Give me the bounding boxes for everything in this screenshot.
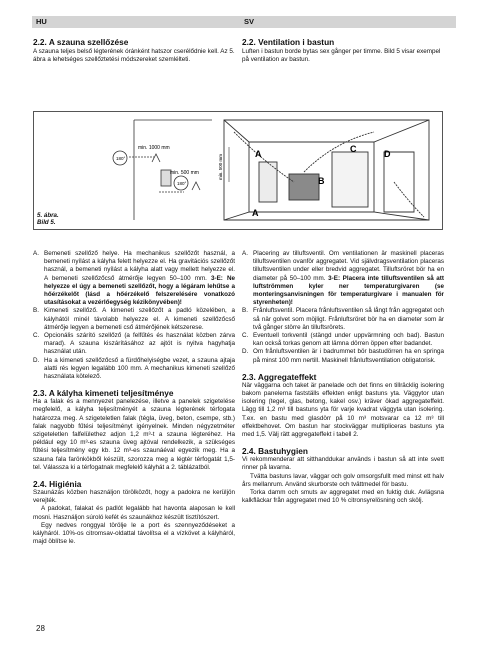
room-ceiling	[224, 120, 429, 142]
bench-upper	[332, 152, 368, 207]
hu-heater-output-text: Ha a falak és a mennyezet panelezése, illetve a panelek szigetelése megfelelő, a kályha teljesítményét a szauna légterének térfogata határozza meg. A szigeteletlen falak (tégla, üveg, beton, csempe, stb.) falak nagyobb fűtési teljesítményt igényelnek. Minden négyzetméter szigeteletlen falfelülethez adjon 1,2 m³-t a szauna légteréhez. Ha például egy 10 m³-es szauna üveg ajtóval rendelkezik, a szükséges fűtési teljesítmény egy kb. 12 m³-es szaunáéval egyezik meg. Ha a szauna fala farönkökből készült, szorozza meg a légtér térfogatát 1,5-tel. Válassza ki a térfogatnak megfelelő kályhát a 2. táblázatból.	[33, 398, 235, 471]
hu-vent-list	[33, 250, 235, 381]
room-outline	[224, 120, 429, 220]
label-c: C	[350, 144, 357, 154]
sv-hygiene-p3: Torka damm och smuts av aggregatet med en fuktig duk. Avlägsna kalkfläckar från aggregatet med 10 % citronsyrelösning och skölj.	[242, 489, 444, 505]
room-left-corner	[224, 142, 249, 220]
room-right-corner	[374, 142, 429, 220]
sv-hygiene-title: 2.4. Bastuhygien	[242, 446, 308, 457]
min-1000-label: min. 1000 mm	[138, 145, 170, 151]
list-item: D. Ha a kimeneti szellőzőcső a fürdőhelyiségbe vezet, a szauna ajtaja alatti rés legyen legalább 100 mm. A mechanikus kimeneti szellőző használata kötelező.	[33, 356, 235, 381]
list-item: C. Opcionális szárító szellőző (a felfűtés és használat közben zárva marad). A szauna kiszárításához az ajtót is nyitva hagyhatja használat után.	[33, 332, 235, 356]
label-d: D	[384, 149, 391, 159]
ventilation-diagram	[34, 112, 442, 229]
bench	[259, 162, 277, 202]
hu-column	[33, 250, 235, 547]
sv-intro-text: Luften i bastun borde bytas sex gånger per timme. Bild 5 visar exempel på ventilation av bastun.	[242, 48, 441, 64]
sv-section-title: 2.2. Ventilation i bastun	[242, 37, 335, 47]
sv-heater-output-title: 2.3. Aggregateffekt	[242, 371, 317, 382]
list-item: A. Bemeneti szellőző helye. Ha mechanikus szellőzőt használ, a bemeneti nyílást a kályha felett helyezze el. Ha gravitációs szellőzőt használ, a bemeneti nyílást a kályha alatt vagy mellett helyezze el. A bemeneti szellőzőcső átmérője legyen 50–100 mm. 3-E: Ne helyezze el úgy a bemeneti szellőzőt, hogy a légáram lehűtse a hőérzékelőt (lásd a hőérzékelő felszerelésére vonatkozó utasításokat a vezérlőegység kézikönyvében)!	[33, 250, 235, 307]
degree-label-top: 180°	[116, 156, 126, 161]
hu-hygiene-p2: A padokat, falakat és padlót legalább hat havonta alaposan le kell mosni. Használjon súroló kefét és szaunákhoz készült tisztítószert.	[33, 505, 235, 521]
ventilation-figure	[33, 111, 443, 230]
door	[384, 152, 414, 212]
sv-column	[242, 250, 444, 505]
language-tag-sv: SV	[244, 17, 255, 26]
figure-caption-hu: 5. ábra.	[37, 212, 59, 219]
page-number: 28	[36, 624, 45, 633]
hu-hygiene-p1: Szaunázás közben használjon törölközőt, hogy a padokra ne kerüljön verejték.	[33, 489, 235, 505]
hu-hygiene-p3: Egy nedves ronggyal törölje le a port és szennyeződéseket a kályháról. 10%-os citromsav-oldattal távolítsa el a vízkövet a kályháról, majd öblítse le.	[33, 521, 235, 546]
list-item: B. Kimeneti szellőző. A kimeneti szellőzőt a padló közelében, a kályhától minél távolabb helyezze el. A kimeneti szellőzőcső átmérője legyen a bemeneti cső átmérőjének kétszerese.	[33, 307, 235, 331]
label-a-upper: A	[255, 149, 262, 159]
figure-caption-sv: Bild 5.	[37, 219, 56, 226]
hu-section-title: 2.2. A szauna szellőzése	[33, 37, 129, 47]
heater	[289, 174, 319, 200]
list-item: A. Placering av tilluftsventil. Om ventilationen är maskinell placeras tilluftsventilen ovanför aggregatet. Vid självdragsventilation placeras tilluftsventilen under eller bredvid aggregatet. Tilluftsröret bör ha en diameter på 50–100 mm. 3-E: Placera inte tilluftsventilen så att luftströmmen kyler ner temperaturgivaren (se monteringsanvisningen för temperaturgivare i manualen för styrenheten)!	[242, 250, 444, 307]
sv-hygiene-p1: Vi rekommenderar att sitthanddukar används i bastun så att inte svett rinner på lavarna.	[242, 456, 444, 472]
list-item: B. Frånluftsventil. Placera frånluftsventilen så långt från aggregatet och så när golvet som möjligt. Frånluftsröret bör ha en diameter som är två gånger större än tilluftsrörets.	[242, 307, 444, 331]
hu-intro	[33, 37, 235, 64]
sv-heater-output-text: När väggarna och taket är panelade och det finns en tillräcklig isolering bakom panelerna fastställs effekten enligt bastuns yta. Väggytor utan isolering (tegel, glas, betong, kakel osv.) kräver ökad aggregateffekt. Lägg till 1,2 m³ till bastuns yta för varje kvadrat väggyta utan isolering. T.ex. en bastu med glasdörr på 10 m³ motsvarar ca 12 m³ till effektbehovet. Om bastun har stockväggar multipliceras bastuns yta med 1,5. Välj rätt aggregateffekt i tabell 2.	[242, 381, 444, 439]
degree-label-bottom: 180°	[177, 181, 187, 186]
hu-hygiene-title: 2.4. Higiénia	[33, 479, 82, 490]
sv-intro	[242, 37, 444, 64]
list-item: C. Eventuell torkventil (stängd under uppvärmning och bad). Bastun kan också torkas genom att lämna dörren öppen efter badandet.	[242, 332, 444, 348]
header-bar-hu	[32, 16, 248, 28]
header-bar-sv	[240, 16, 456, 28]
hu-heater-output-title: 2.3. A kályha kimeneti teljesítménye	[33, 388, 174, 399]
sv-vent-list	[242, 250, 444, 365]
sv-hygiene-p2: Tvätta bastuns lavar, väggar och golv omsorgsfullt med minst ett halv års mellanrum. Använd skurborste och tvättmedel för bastu.	[242, 472, 444, 488]
list-item: D. Om frånluftsventilen är i badrummet bör bastudörren ha en springa på minst 100 mm nertill. Maskinell frånluftsventilation obligatorisk.	[242, 348, 444, 364]
hu-intro-text: A szauna teljes belső légterének óránként hatszor cserélődnie kell. Az 5. ábra a lehetséges szellőztetési módszereket szemlélteti.	[33, 48, 235, 64]
min-500-vertical-label: min. 500 mm	[218, 153, 223, 180]
language-tag-hu: HU	[36, 17, 47, 26]
min-500-label: min. 500 mm	[170, 170, 199, 176]
label-a-lower: A	[252, 208, 259, 218]
figure-caption	[37, 212, 59, 226]
label-b: B	[318, 176, 325, 186]
